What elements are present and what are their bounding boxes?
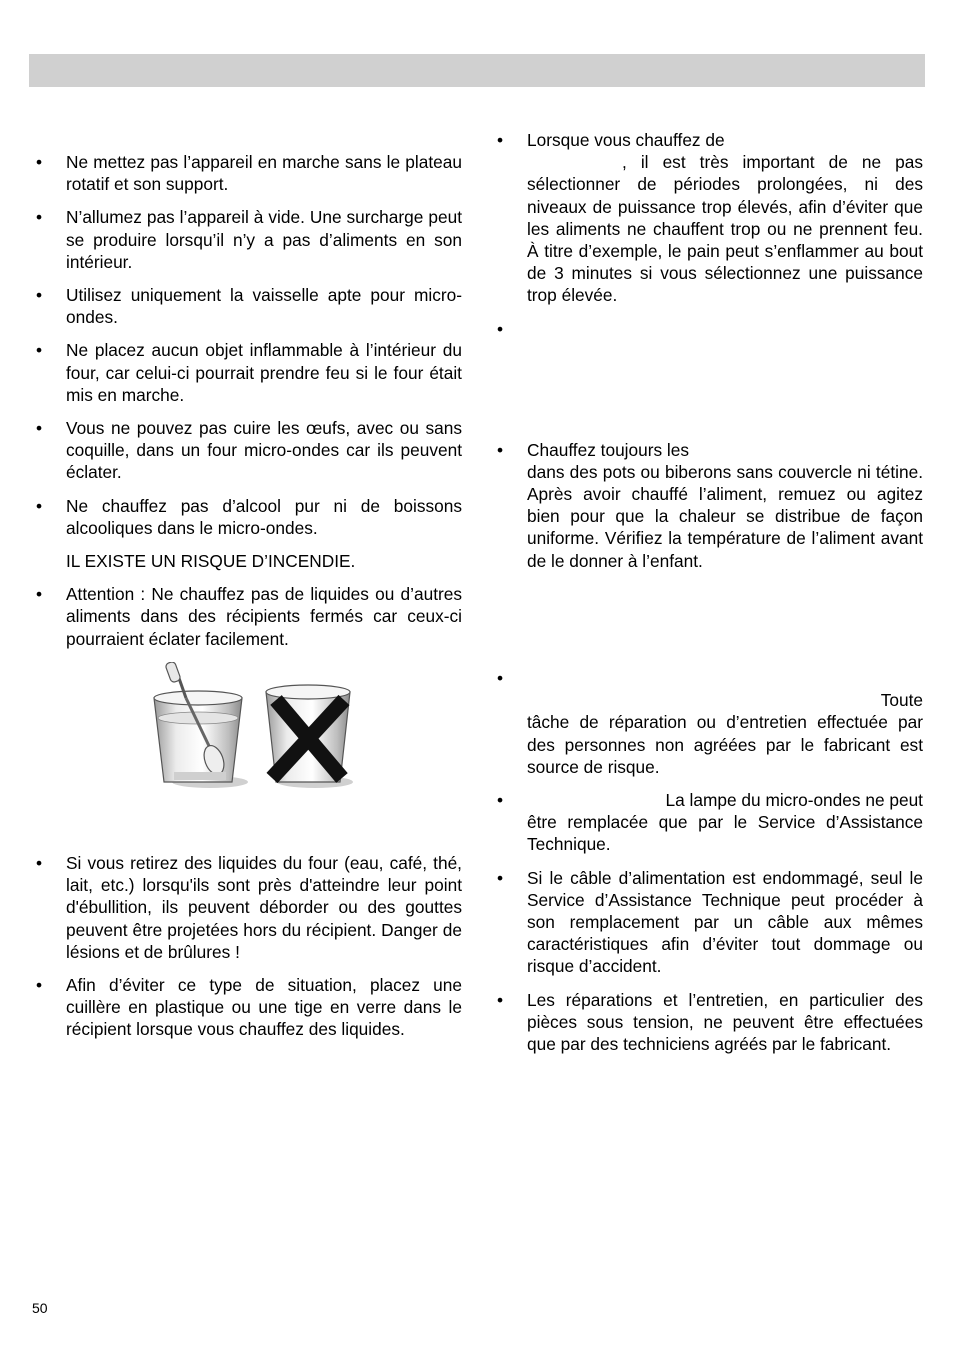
right-column-lower bbox=[497, 667, 923, 1066]
bullet: • bbox=[36, 418, 43, 439]
left-column bbox=[36, 151, 462, 661]
item-text: Les réparations et l’entretien, en particulier des pièces sous tension, ne peuvent être effectuées que par des techniciens agréés par le fabricant. bbox=[527, 989, 923, 1055]
list-item bbox=[497, 867, 923, 978]
list-item bbox=[497, 439, 923, 572]
bullet: • bbox=[497, 130, 504, 150]
item-first-line: Chauffez toujours les bbox=[527, 439, 690, 460]
list-item bbox=[36, 339, 462, 406]
item-text: Ne mettez pas l’appareil en marche sans le plateau rotatif et son support. bbox=[66, 152, 462, 195]
glass-with-spoon-icon bbox=[154, 662, 242, 782]
bullet: • bbox=[36, 152, 43, 172]
item-text bbox=[527, 129, 923, 307]
item-rest: , il est très important de ne pas sélectionner de périodes prolongées, ni des niveaux de puissance trop élevés, afin d’éviter que les aliments ne chauffent trop ou ne prennent feu. À titre d’exemple, le pain peut s’enflammer au bout de 3 minutes si vous sélectionnez une puissance trop élevée. bbox=[527, 152, 923, 306]
item-rest: être remplacée que par le Service d’Assistance Technique. bbox=[527, 812, 923, 855]
glasses-illustration bbox=[150, 662, 360, 792]
header-bar bbox=[29, 54, 925, 87]
list-item bbox=[36, 495, 462, 539]
blank-line bbox=[527, 667, 923, 689]
item-text: Afin d’éviter ce type de situation, placez une cuillère en plastique ou une tige en verre dans le récipient lorsque vous chauffez des liquides. bbox=[66, 975, 462, 1040]
list-item bbox=[497, 667, 923, 778]
list-item-empty bbox=[497, 318, 923, 428]
list-item bbox=[36, 206, 462, 273]
bullet: • bbox=[36, 584, 43, 605]
bullet: • bbox=[36, 495, 43, 516]
list-item bbox=[497, 989, 923, 1056]
bullet: • bbox=[36, 853, 43, 873]
page-number: 50 bbox=[32, 1300, 48, 1316]
left-column-lower bbox=[36, 852, 462, 1052]
item-text: Si le câble d’alimentation est endommagé, seul le Service d’Assistance Technique peut procéder à son remplacement par un câble aux mêmes caractéristiques afin d’éviter tout dommage ou risque d’accident. bbox=[527, 867, 923, 977]
item-text bbox=[527, 667, 923, 778]
item-text: N’allumez pas l’appareil à vide. Une surcharge peut se produire lorsqu’il n’y a pas d’aliments en son intérieur. bbox=[66, 207, 462, 272]
list-item bbox=[36, 583, 462, 650]
bullet: • bbox=[36, 340, 43, 361]
bullet: • bbox=[497, 439, 504, 460]
list-item bbox=[36, 151, 462, 195]
bullet: • bbox=[497, 867, 504, 888]
item-rest: tâche de réparation ou d’entretien effectuée par des personnes non agréées par le fabricant est source de risque. bbox=[527, 712, 923, 777]
fire-warning: IL EXISTE UN RISQUE D’INCENDIE. bbox=[66, 551, 356, 572]
item-first-line: Toute bbox=[880, 690, 923, 711]
bullet: • bbox=[36, 207, 43, 228]
item-first-line: Lorsque vous chauffez de bbox=[527, 130, 725, 150]
bullet: • bbox=[497, 318, 504, 339]
item-rest: dans des pots ou biberons sans couvercle ni tétine. Après avoir chauffé l’aliment, remuez ou agitez bien pour que la chaleur se distribue de façon uniforme. Vérifiez la température de l’aliment avant de le donner à l’enfant. bbox=[527, 461, 923, 571]
bullet: • bbox=[497, 790, 504, 810]
item-text: Utilisez uniquement la vaisselle apte pour micro-ondes. bbox=[66, 285, 462, 328]
list-item bbox=[36, 284, 462, 328]
bullet: • bbox=[36, 975, 43, 996]
item-text: Ne placez aucun objet inflammable à l’intérieur du four, car celui-ci pourrait prendre feu si le four était mis en marche. bbox=[66, 340, 462, 405]
item-text bbox=[527, 439, 923, 572]
list-item bbox=[497, 789, 923, 856]
item-first-line: La lampe du micro-ondes ne peut bbox=[665, 790, 923, 810]
list-item bbox=[36, 417, 462, 484]
item-text: Vous ne pouvez pas cuire les œufs, avec ou sans coquille, dans un four micro-ondes car ils peuvent éclater. bbox=[66, 418, 462, 483]
list-item bbox=[36, 974, 462, 1041]
item-text: Si vous retirez des liquides du four (eau, café, thé, lait, etc.) lorsqu'ils sont près d'atteindre leur point d'ébullition, ils peuvent déborder ou des gouttes peuvent être projetées hors du récipient. Danger de lésions et de brûlures ! bbox=[66, 853, 462, 962]
item-text: Attention : Ne chauffez pas de liquides ou d’autres aliments dans des récipients fermés car ceux-ci pourraient éclater facilement. bbox=[66, 584, 462, 649]
item-text bbox=[527, 789, 923, 856]
list-item bbox=[497, 129, 923, 307]
right-column bbox=[497, 129, 923, 583]
bullet: • bbox=[497, 668, 504, 688]
list-item bbox=[36, 852, 462, 963]
bullet: • bbox=[497, 989, 504, 1010]
glass-crossed-icon bbox=[266, 685, 350, 782]
item-text: Ne chauffez pas d’alcool pur ni de boissons alcooliques dans le micro-ondes. bbox=[66, 495, 462, 538]
bullet: • bbox=[36, 285, 43, 306]
